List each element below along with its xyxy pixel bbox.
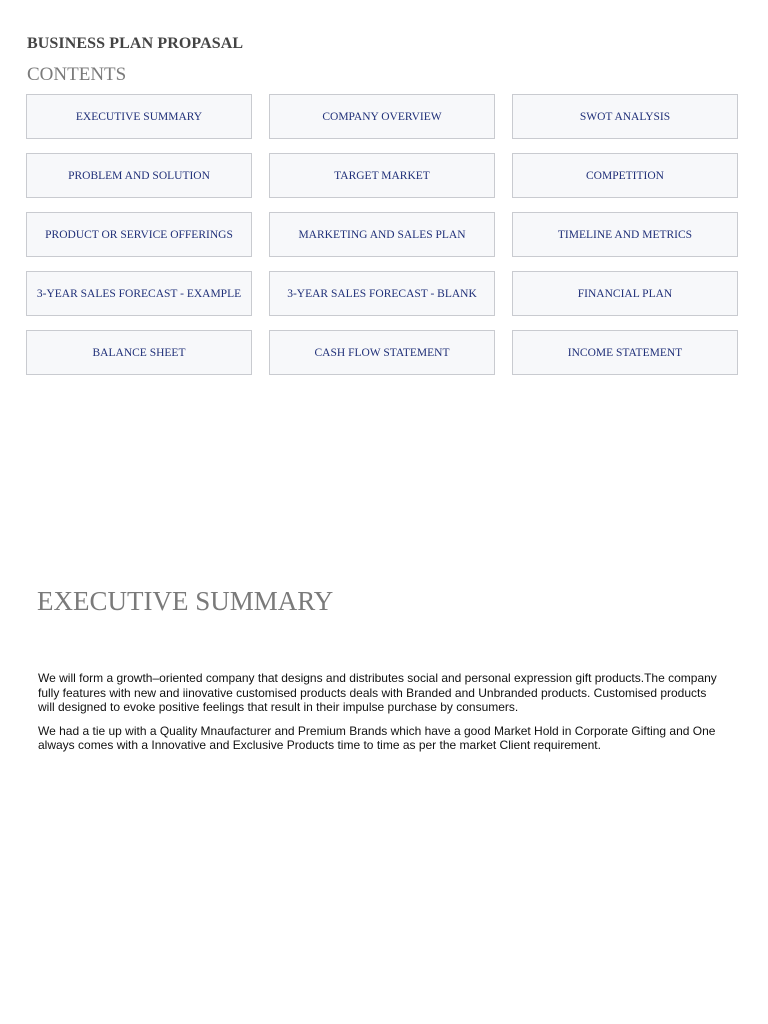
paragraph-line: We will form a growth–oriented company that designs and distributes social and personal expression gift products.The company (38, 671, 717, 685)
toc-link-balance-sheet[interactable]: BALANCE SHEET (26, 330, 252, 375)
paragraph-line: fully features with new and iinovative customised products deals with Branded and Unbranded products. Customised products (38, 685, 707, 700)
toc-link-problem-and-solution[interactable]: PROBLEM AND SOLUTION (26, 153, 252, 198)
toc-link-marketing-and-sales-plan[interactable]: MARKETING AND SALES PLAN (269, 212, 495, 257)
executive-summary-body (38, 671, 768, 762)
toc-link-competition[interactable]: COMPETITION (512, 153, 738, 198)
toc-link-target-market[interactable]: TARGET MARKET (269, 153, 495, 198)
toc-link-cash-flow-statement[interactable]: CASH FLOW STATEMENT (269, 330, 495, 375)
toc-link-financial-plan[interactable]: FINANCIAL PLAN (512, 271, 738, 316)
toc-link-sales-forecast-blank[interactable]: 3-YEAR SALES FORECAST - BLANK (269, 271, 495, 316)
toc-link-timeline-and-metrics[interactable]: TIMELINE AND METRICS (512, 212, 738, 257)
toc-link-product-or-service-offerings[interactable]: PRODUCT OR SERVICE OFFERINGS (26, 212, 252, 257)
toc-link-income-statement[interactable]: INCOME STATEMENT (512, 330, 738, 375)
executive-summary-heading: EXECUTIVE SUMMARY (37, 586, 334, 616)
toc-link-executive-summary[interactable]: EXECUTIVE SUMMARY (26, 94, 252, 139)
paragraph-line: We had a tie up with a Quality Mnaufacturer and Premium Brands which have a good Market Hold in Corporate Gifting and One (38, 723, 716, 738)
paragraph-line: always comes with a Innovative and Exclusive Products time to time as per the market Client requirement. (38, 738, 601, 752)
contents-grid (26, 94, 737, 375)
toc-link-sales-forecast-example[interactable]: 3-YEAR SALES FORECAST - EXAMPLE (26, 271, 252, 316)
toc-link-swot-analysis[interactable]: SWOT ANALYSIS (512, 94, 738, 139)
document-title: BUSINESS PLAN PROPASAL (27, 35, 244, 52)
toc-link-company-overview[interactable]: COMPANY OVERVIEW (269, 94, 495, 139)
executive-summary-paragraph-1 (38, 671, 768, 715)
paragraph-line: will designed to evoke positive feelings that result in their impulse purchase by consumers. (38, 700, 519, 714)
contents-heading: CONTENTS (27, 64, 127, 85)
executive-summary-paragraph-2 (38, 724, 768, 753)
